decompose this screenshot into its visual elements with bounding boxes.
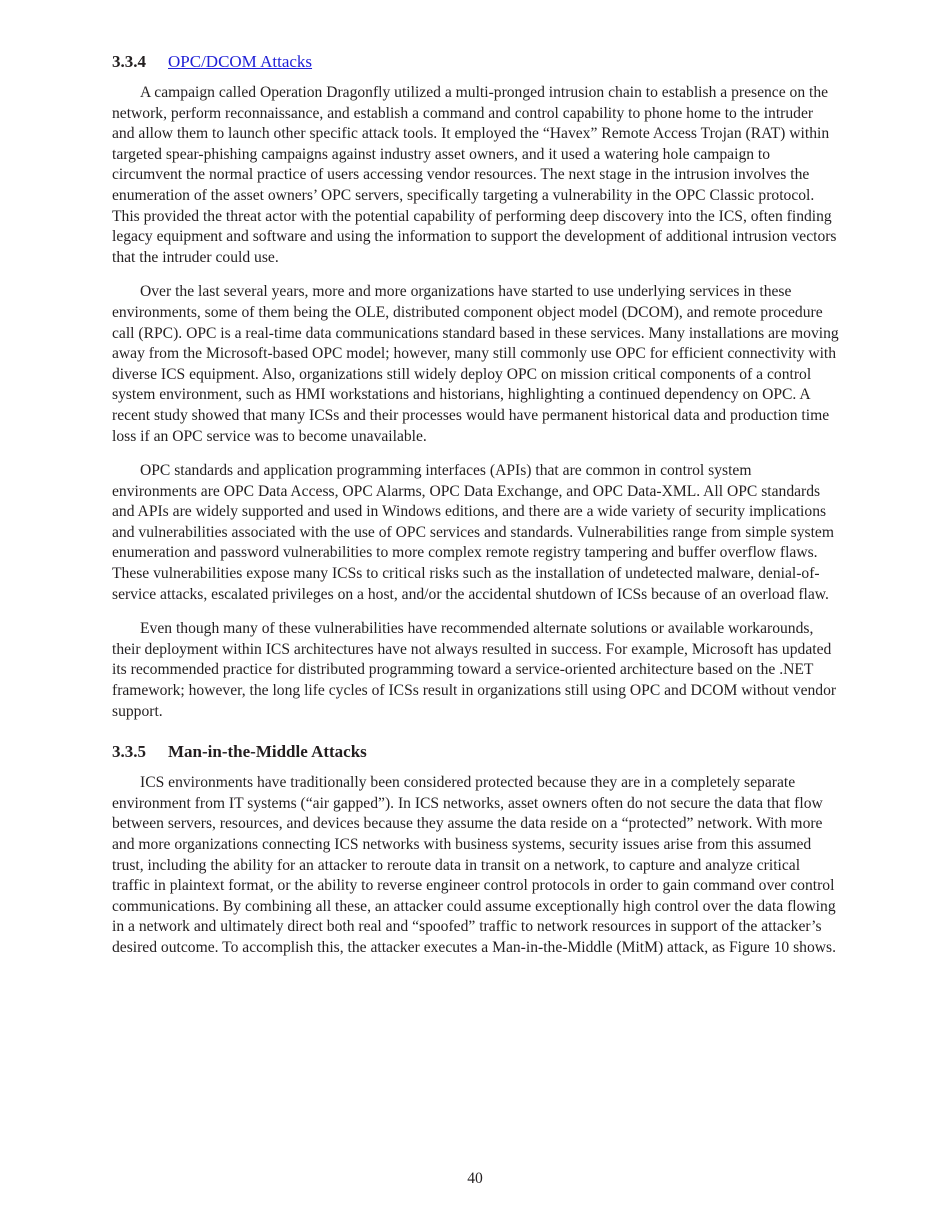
document-page [112,50,839,973]
paragraph: Even though many of these vulnerabilities have recommended alternate solutions or available workarounds, their deployment within ICS architectures have not always resulted in success. For example, Microsoft has updated its recommended practice for distributed programming toward a service-oriented architecture based on the .NET framework; however, the long life cycles of ICSs result in organizations still using OPC and DCOM without vendor support. [112,620,837,720]
section-title: Man-in-the-Middle Attacks [168,742,367,762]
paragraph: ICS environments have traditionally been considered protected because they are in a completely separate environment from IT systems (“air gapped”). In ICS networks, asset owners often do not secure the data that flow between servers, resources, and devices because they assume the data reside on a “protected” network. With more and more organizations connecting ICS networks with business systems, security issues arise from this assumed trust, including the ability for an attacker to reroute data in transit on a network, to capture and analyze critical traffic in plaintext format, or the ability to reverse engineer control protocols in order to gain command over control communications. By combining all these, an attacker could assume exceptionally high control over the data flowing in a network and ultimately direct both real and “spoofed” traffic to network resources in support of the attacker’s desired outcome. To accomplish this, the attacker executes a Man-in-the-Middle (MitM) attack, as Figure 10 shows. [112,774,836,956]
paragraph: Over the last several years, more and more organizations have started to use underlying services in these environments, some of them being the OLE, distributed component object model (DCOM), and remote procedure call (RPC). OPC is a real-time data communications standard based in these services. Many installations are moving away from the Microsoft-based OPC model; however, many still commonly use OPC for efficient connectivity with diverse ICS equipment. Also, organizations still widely deploy OPC on mission critical components of a control system environment, such as HMI workstations and historians, highlighting a continued dependency on OPC. A recent study showed that many ICSs and their processes would have permanent historical data and production time loss if an OPC service was to become unavailable. [112,283,839,445]
paragraph: OPC standards and application programming interfaces (APIs) that are common in control system environments are OPC Data Access, OPC Alarms, OPC Data Exchange, and OPC Data-XML. All OPC standards and APIs are widely supported and used in Windows editions, and there are a wide variety of security implications and vulnerabilities associated with the use of OPC services and standards. Vulnerabilities range from simple system enumeration and password vulnerabilities to more complex remote registry tampering and buffer overflow flaws. These vulnerabilities expose many ICSs to critical risks such as the installation of undetected malware, denial-of-service attacks, escalated privileges on a host, and/or the accidental shutdown of ICSs because of an overload flaw. [112,462,834,603]
section-title-link[interactable]: OPC/DCOM Attacks [168,52,313,71]
page-number: 40 [467,1170,483,1187]
section-heading-334 [112,50,839,74]
section-number: 3.3.4 [112,52,146,71]
section-heading-335 [112,740,839,764]
paragraph: A campaign called Operation Dragonfly utilized a multi-pronged intrusion chain to establish a presence on the network, perform reconnaissance, and establish a command and control capability to phone home to the intruder and allow them to launch other specific attack tools. It employed the “Havex” Remote Access Trojan (RAT) within targeted spear-phishing campaigns against industry asset owners, and it used a watering hole campaign to circumvent the normal practice of users accessing vendor resources. The next stage in the intrusion involves the enumeration of the asset owners’ OPC servers, specifically targeting a vulnerability in the OPC Classic protocol. This provided the threat actor with the potential capability of performing deep discovery into the ICS, often finding legacy equipment and software and using the information to support the development of additional intrusion vectors that the intruder could use. [112,84,837,266]
section-number: 3.3.5 [112,742,146,762]
